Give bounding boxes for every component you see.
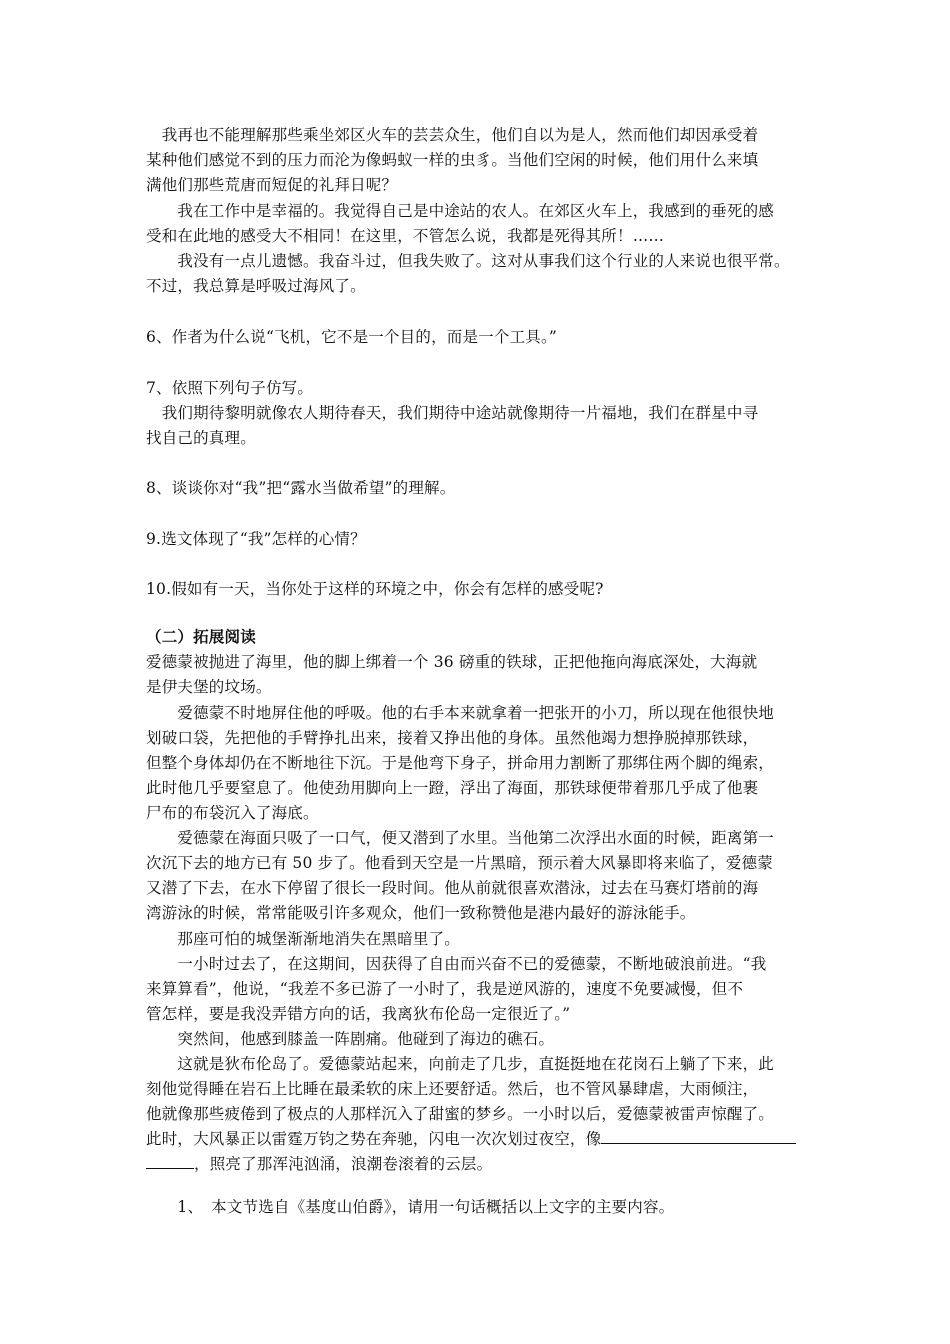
question-7-example: 我们期待黎明就像农人期待春天，我们期待中途站就像期待一片福地，我们在群星中寻 (146, 404, 759, 422)
reading-line-text: 此时，大风暴正以雷霆万钧之势在奔驰，闪电一次次划过夜空，像 (146, 1130, 602, 1148)
reading-line-text: ，照亮了那浑沌汹涌，浪潮卷滚着的云层。 (194, 1155, 493, 1173)
question-8: 8、谈谈你对“我”把“露水当做希望”的理解。 (146, 479, 456, 497)
question-1: 1、 本文节选自《基度山伯爵》，请用一句话概括以上文字的主要内容。 (146, 1198, 675, 1216)
reading-line: 突然间，他感到膝盖一阵剧痛。他碰到了海边的礁石。 (146, 1030, 555, 1048)
reading-line: 一小时过去了，在这期间，因获得了自由而兴奋不已的爱德蒙，不断地破浪前进。“我 (146, 955, 767, 973)
question-6: 6、作者为什么说“飞机，它不是一个目的，而是一个工具。” (146, 328, 558, 346)
passage-line: 我没有一点儿遗憾。我奋斗过，但我失败了。这对从事我们这个行业的人来说也很平常。 (146, 252, 790, 270)
question-7: 7、依照下列句子仿写。 (146, 379, 314, 397)
reading-line: 尸布的布袋沉入了海底。 (146, 804, 319, 822)
reading-line-with-blank (146, 1127, 796, 1151)
question-10: 10.假如有一天，当你处于这样的环境之中，你会有怎样的感受呢? (146, 580, 604, 598)
reading-line: 他就像那些疲倦到了极点的人那样沉入了甜蜜的梦乡。一小时以后，爱德蒙被雷声惊醒了。 (146, 1105, 775, 1123)
passage-line: 不过，我总算是呼吸过海风了。 (146, 277, 366, 295)
reading-line: 但整个身体却仍在不断地往下沉。于是他弯下身子，拼命用力割断了那绑住两个脚的绳索， (146, 754, 775, 772)
reading-line: 爱德蒙被抛进了海里，他的脚上绑着一个 36 磅重的铁球，正把他拖向海底深处，大海就 (146, 653, 758, 671)
reading-line: 此时他几乎要窒息了。他使劲用脚向上一蹬，浮出了海面，那铁球便带着那几乎成了他裹 (146, 779, 759, 797)
passage-line: 某种他们感觉不到的压力而沦为像蚂蚁一样的虫豸。当他们空闲的时候，他们用什么来填 (146, 151, 759, 169)
reading-line: 那座可怕的城堡渐渐地消失在黑暗里了。 (146, 930, 461, 948)
reading-line: 刻他觉得睡在岩石上比睡在最柔软的床上还要舒适。然后，也不管风暴肆虐，大雨倾注， (146, 1080, 759, 1098)
passage-line: 满他们那些荒唐而短促的礼拜日呢？ (146, 176, 398, 194)
question-9: 9.选文体现了“我”怎样的心情？ (146, 530, 366, 548)
question-7-example: 找自己的真理。 (146, 429, 256, 447)
reading-line: 来算算看”，他说，“我差不多已游了一小时了，我是逆风游的，速度不免要减慢，但不 (146, 980, 744, 998)
section-heading: （二）拓展阅读 (146, 627, 256, 646)
reading-line: 湾游泳的时候，常常能吸引许多观众，他们一致称赞他是港内最好的游泳能手。 (146, 904, 696, 922)
passage-line: 我在工作中是幸福的。我觉得自己是中途站的农人。在郊区火车上，我感到的垂死的感 (146, 202, 775, 220)
reading-line: 划破口袋，先把他的手臂挣扎出来，接着又挣出他的身体。虽然他竭力想挣脱掉那铁球， (146, 729, 759, 747)
reading-line: 爱德蒙不时地屏住他的呼吸。他的右手本来就拿着一把张开的小刀，所以现在他很快地 (146, 704, 775, 722)
reading-line: 又潜了下去，在水下停留了很长一段时间。他从前就很喜欢潜泳，过去在马赛灯塔前的海 (146, 879, 759, 897)
reading-line: 次沉下去的地方已有 50 步了。他看到天空是一片黑暗，预示着大风暴即将来临了，爱德蒙 (146, 854, 773, 872)
fill-blank[interactable] (601, 1127, 796, 1144)
passage-line: 我再也不能理解那些乘坐郊区火车的芸芸众生，他们自以为是人，然而他们却因承受着 (146, 126, 759, 144)
fill-blank[interactable] (146, 1152, 194, 1169)
passage-line: 受和在此地的感受大不相同！在这里，不管怎么说，我都是死得其所！…… (146, 227, 665, 245)
reading-line: 这就是狄布伦岛了。爱德蒙站起来，向前走了几步，直挺挺地在花岗石上躺了下来，此 (146, 1055, 775, 1073)
reading-line: 爱德蒙在海面只吸了一口气，便又潜到了水里。当他第二次浮出水面的时候，距离第一 (146, 829, 775, 847)
reading-line: 是伊夫堡的坟场。 (146, 678, 272, 696)
reading-line: 管怎样，要是我没弄错方向的话，我离狄布伦岛一定很近了。” (146, 1005, 571, 1023)
reading-line-with-blank (146, 1152, 492, 1176)
